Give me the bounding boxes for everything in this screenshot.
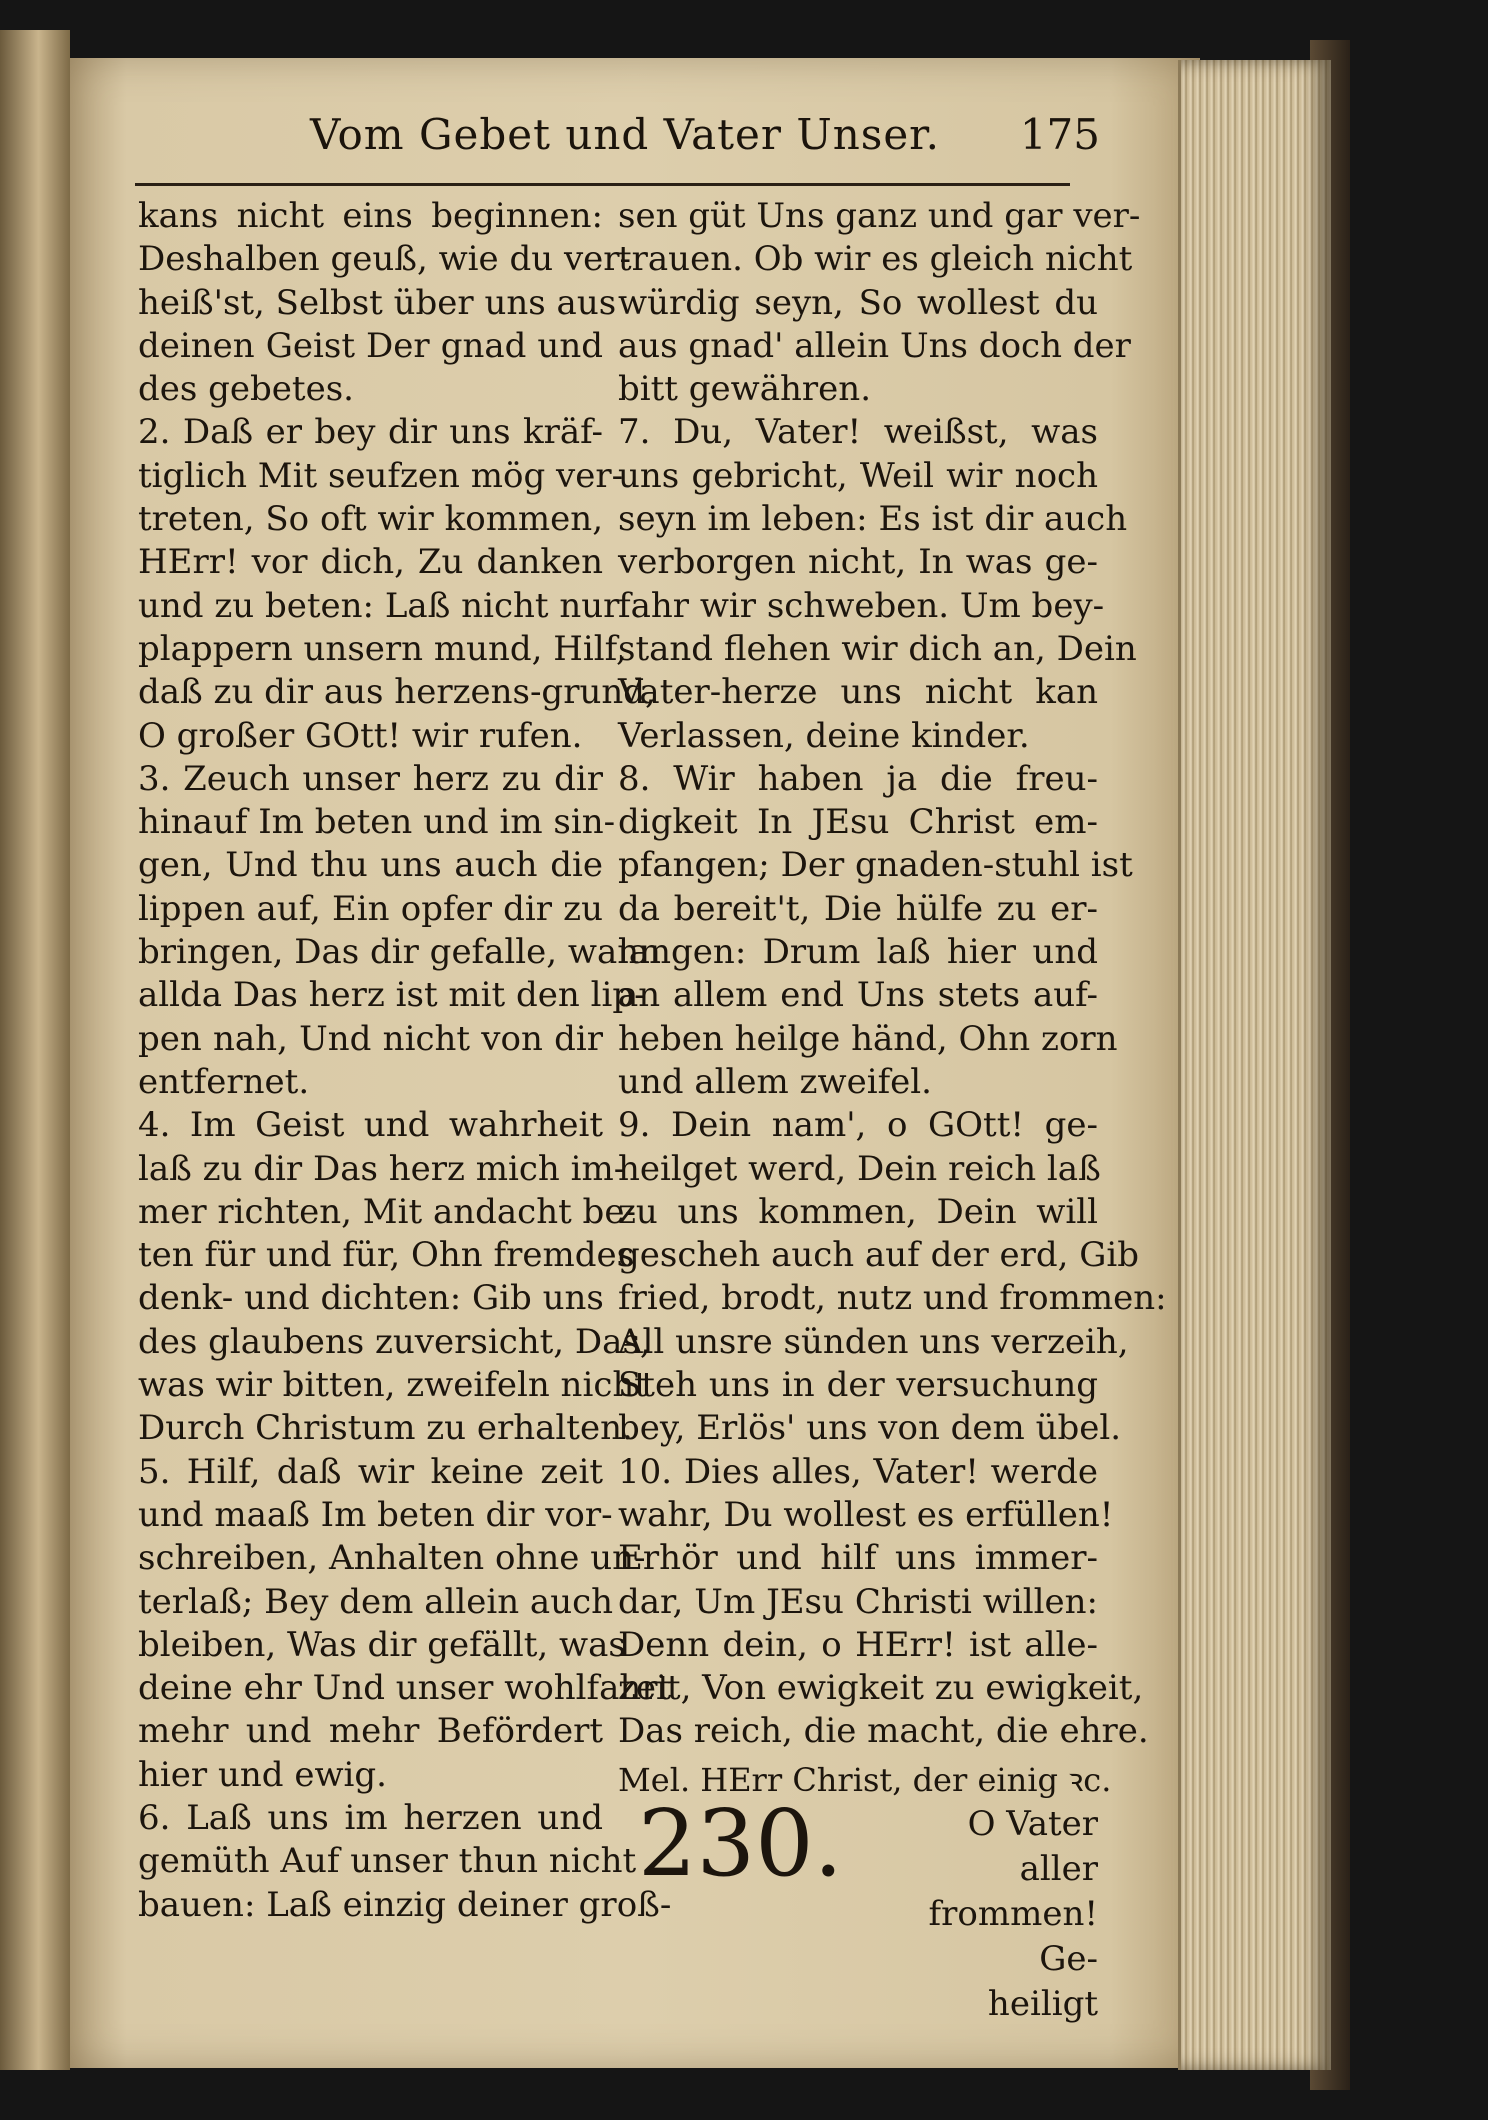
right-column-lines: [618, 195, 1167, 1754]
melody-line: Mel. HErr Christ, der einig ꝛc.: [618, 1760, 1112, 1799]
text-line: heilget werd, Dein reich laß: [618, 1148, 1101, 1189]
page-number: 175: [1019, 110, 1100, 159]
text-line: O großer GOtt! wir rufen.: [138, 715, 583, 756]
right-text-column: [618, 195, 1167, 2024]
text-line: langen: Drum laß hier und: [618, 932, 1098, 973]
text-line: bleiben, Was dir gefällt, was: [138, 1624, 626, 1665]
text-line: Vater-herze uns nicht kan: [618, 672, 1098, 713]
text-line: entfernet.: [138, 1061, 310, 1102]
text-line: All unsre sünden uns verzeih,: [618, 1321, 1129, 1362]
text-line: pfangen; Der gnaden-stuhl ist: [618, 845, 1133, 886]
hymn-opening-line: O Vater aller: [967, 1803, 1098, 1889]
text-line: deinen Geist Der gnad und: [138, 325, 603, 366]
text-line: und allem zweifel.: [618, 1061, 932, 1102]
text-line: 6. Laß uns im herzen und: [138, 1797, 603, 1838]
text-line: und zu beten: Laß nicht nur: [138, 585, 620, 626]
text-line: Das reich, die macht, die ehre.: [618, 1711, 1149, 1752]
text-line: uns gebricht, Weil wir noch: [618, 455, 1098, 496]
text-line: hier und ewig.: [138, 1754, 387, 1795]
header-rule: [135, 183, 1070, 186]
text-line: denk- und dichten: Gib uns: [138, 1278, 604, 1319]
text-line: würdig seyn, So wollest du: [618, 282, 1098, 323]
text-line: Deshalben geuß, wie du ver-: [138, 239, 632, 280]
text-line: zeit, Von ewigkeit zu ewigkeit,: [618, 1668, 1144, 1709]
text-line: HErr! vor dich, Zu danken: [138, 542, 603, 583]
text-line: mehr und mehr Befördert: [138, 1711, 603, 1752]
text-line: gescheh auch auf der erd, Gib: [618, 1235, 1140, 1276]
text-line: des gebetes.: [138, 369, 354, 410]
text-line: digkeit In JEsu Christ em-: [618, 802, 1098, 843]
text-line: laß zu dir Das herz mich im-: [138, 1148, 626, 1189]
text-line: Erhör und hilf uns immer-: [618, 1538, 1098, 1579]
text-line: an allem end Uns stets auf-: [618, 975, 1098, 1016]
text-line: gen, Und thu uns auch die: [138, 845, 603, 886]
text-line: pen nah, Und nicht von dir: [138, 1018, 603, 1059]
text-line: 3. Zeuch unser herz zu dir: [138, 758, 603, 799]
text-line: dar, Um JEsu Christi willen:: [618, 1581, 1098, 1622]
hymn-opening-line: frommen! Ge-: [928, 1893, 1098, 1979]
text-line: 9. Dein nam', o GOtt! ge-: [618, 1105, 1098, 1146]
text-line: da bereit't, Die hülfe zu er-: [618, 888, 1098, 929]
text-line: ten für und für, Ohn fremdes: [138, 1235, 635, 1276]
left-page-edge: [0, 30, 70, 2070]
text-line: mer richten, Mit andacht be-: [138, 1191, 636, 1232]
hymn-opening-line: heiligt: [987, 1983, 1098, 2024]
text-line: bauen: Laß einzig deiner groß-: [138, 1884, 672, 1925]
text-line: und maaß Im beten dir vor-: [138, 1494, 613, 1535]
text-line: plappern unsern mund, Hilf,: [138, 628, 627, 669]
text-line: fried, brodt, nutz und frommen:: [618, 1278, 1167, 1319]
text-line: Verlassen, deine kinder.: [618, 715, 1030, 756]
text-line: allda Das herz ist mit den lip-: [138, 975, 646, 1016]
text-line: tiglich Mit seufzen mög ver-: [138, 455, 624, 496]
text-line: 4. Im Geist und wahrheit: [138, 1105, 603, 1146]
text-line: gemüth Auf unser thun nicht: [138, 1841, 637, 1882]
text-line: bitt gewähren.: [618, 369, 872, 410]
text-line: 5. Hilf, daß wir keine zeit: [138, 1451, 603, 1492]
text-line: wahr, Du wollest es erfüllen!: [618, 1494, 1114, 1535]
text-line: trauen. Ob wir es gleich nicht: [618, 239, 1133, 280]
text-line: 7. Du, Vater! weißst, was: [618, 412, 1098, 453]
left-text-column: [138, 195, 672, 1965]
text-line: 8. Wir haben ja die freu-: [618, 758, 1098, 799]
text-line: schreiben, Anhalten ohne un-: [138, 1538, 646, 1579]
page-header: [310, 110, 1100, 180]
text-line: des glaubens zuversicht, Das,: [138, 1321, 651, 1362]
text-line: seyn im leben: Es ist dir auch: [618, 499, 1128, 540]
text-line: verborgen nicht, In was ge-: [618, 542, 1098, 583]
text-line: daß zu dir aus herzens-grund,: [138, 672, 656, 713]
text-line: lippen auf, Ein opfer dir zu: [138, 888, 603, 929]
text-line: sen güt Uns ganz und gar ver-: [618, 196, 1141, 236]
text-line: hinauf Im beten und im sin-: [138, 802, 616, 843]
text-line: stand flehen wir dich an, Dein: [618, 628, 1137, 669]
text-line: Durch Christum zu erhalten.: [138, 1408, 633, 1449]
text-line: heben heilge händ, Ohn zorn: [618, 1018, 1118, 1059]
text-line: terlaß; Bey dem allein auch: [138, 1581, 614, 1622]
text-line: deine ehr Und unser wohlfahrt: [138, 1668, 672, 1709]
hymn-opening: [898, 1802, 1098, 2027]
text-line: zu uns kommen, Dein will: [618, 1191, 1098, 1232]
text-line: 10. Dies alles, Vater! werde: [618, 1451, 1098, 1492]
text-line: 2. Daß er bey dir uns kräf-: [138, 412, 603, 453]
text-line: Denn dein, o HErr! ist alle-: [618, 1624, 1098, 1665]
text-line: aus gnad' allein Uns doch der: [618, 325, 1131, 366]
hymn-number: 230.: [638, 1789, 843, 1897]
text-line: fahr wir schweben. Um bey-: [618, 585, 1105, 626]
running-title: Vom Gebet und Vater Unser.: [310, 110, 940, 159]
text-line: heiß'st, Selbst über uns aus: [138, 282, 617, 323]
text-line: bey, Erlös' uns von dem übel.: [618, 1408, 1122, 1449]
page-fore-edge: [1178, 60, 1331, 2070]
text-line: kans nicht eins beginnen:: [138, 196, 603, 236]
text-line: Steh uns in der versuchung: [618, 1365, 1098, 1406]
text-line: was wir bitten, zweifeln nicht: [138, 1365, 648, 1406]
hymn-start: [618, 1754, 1112, 2024]
text-line: treten, So oft wir kommen,: [138, 499, 603, 540]
text-line: bringen, Das dir gefalle, wann: [138, 932, 662, 973]
